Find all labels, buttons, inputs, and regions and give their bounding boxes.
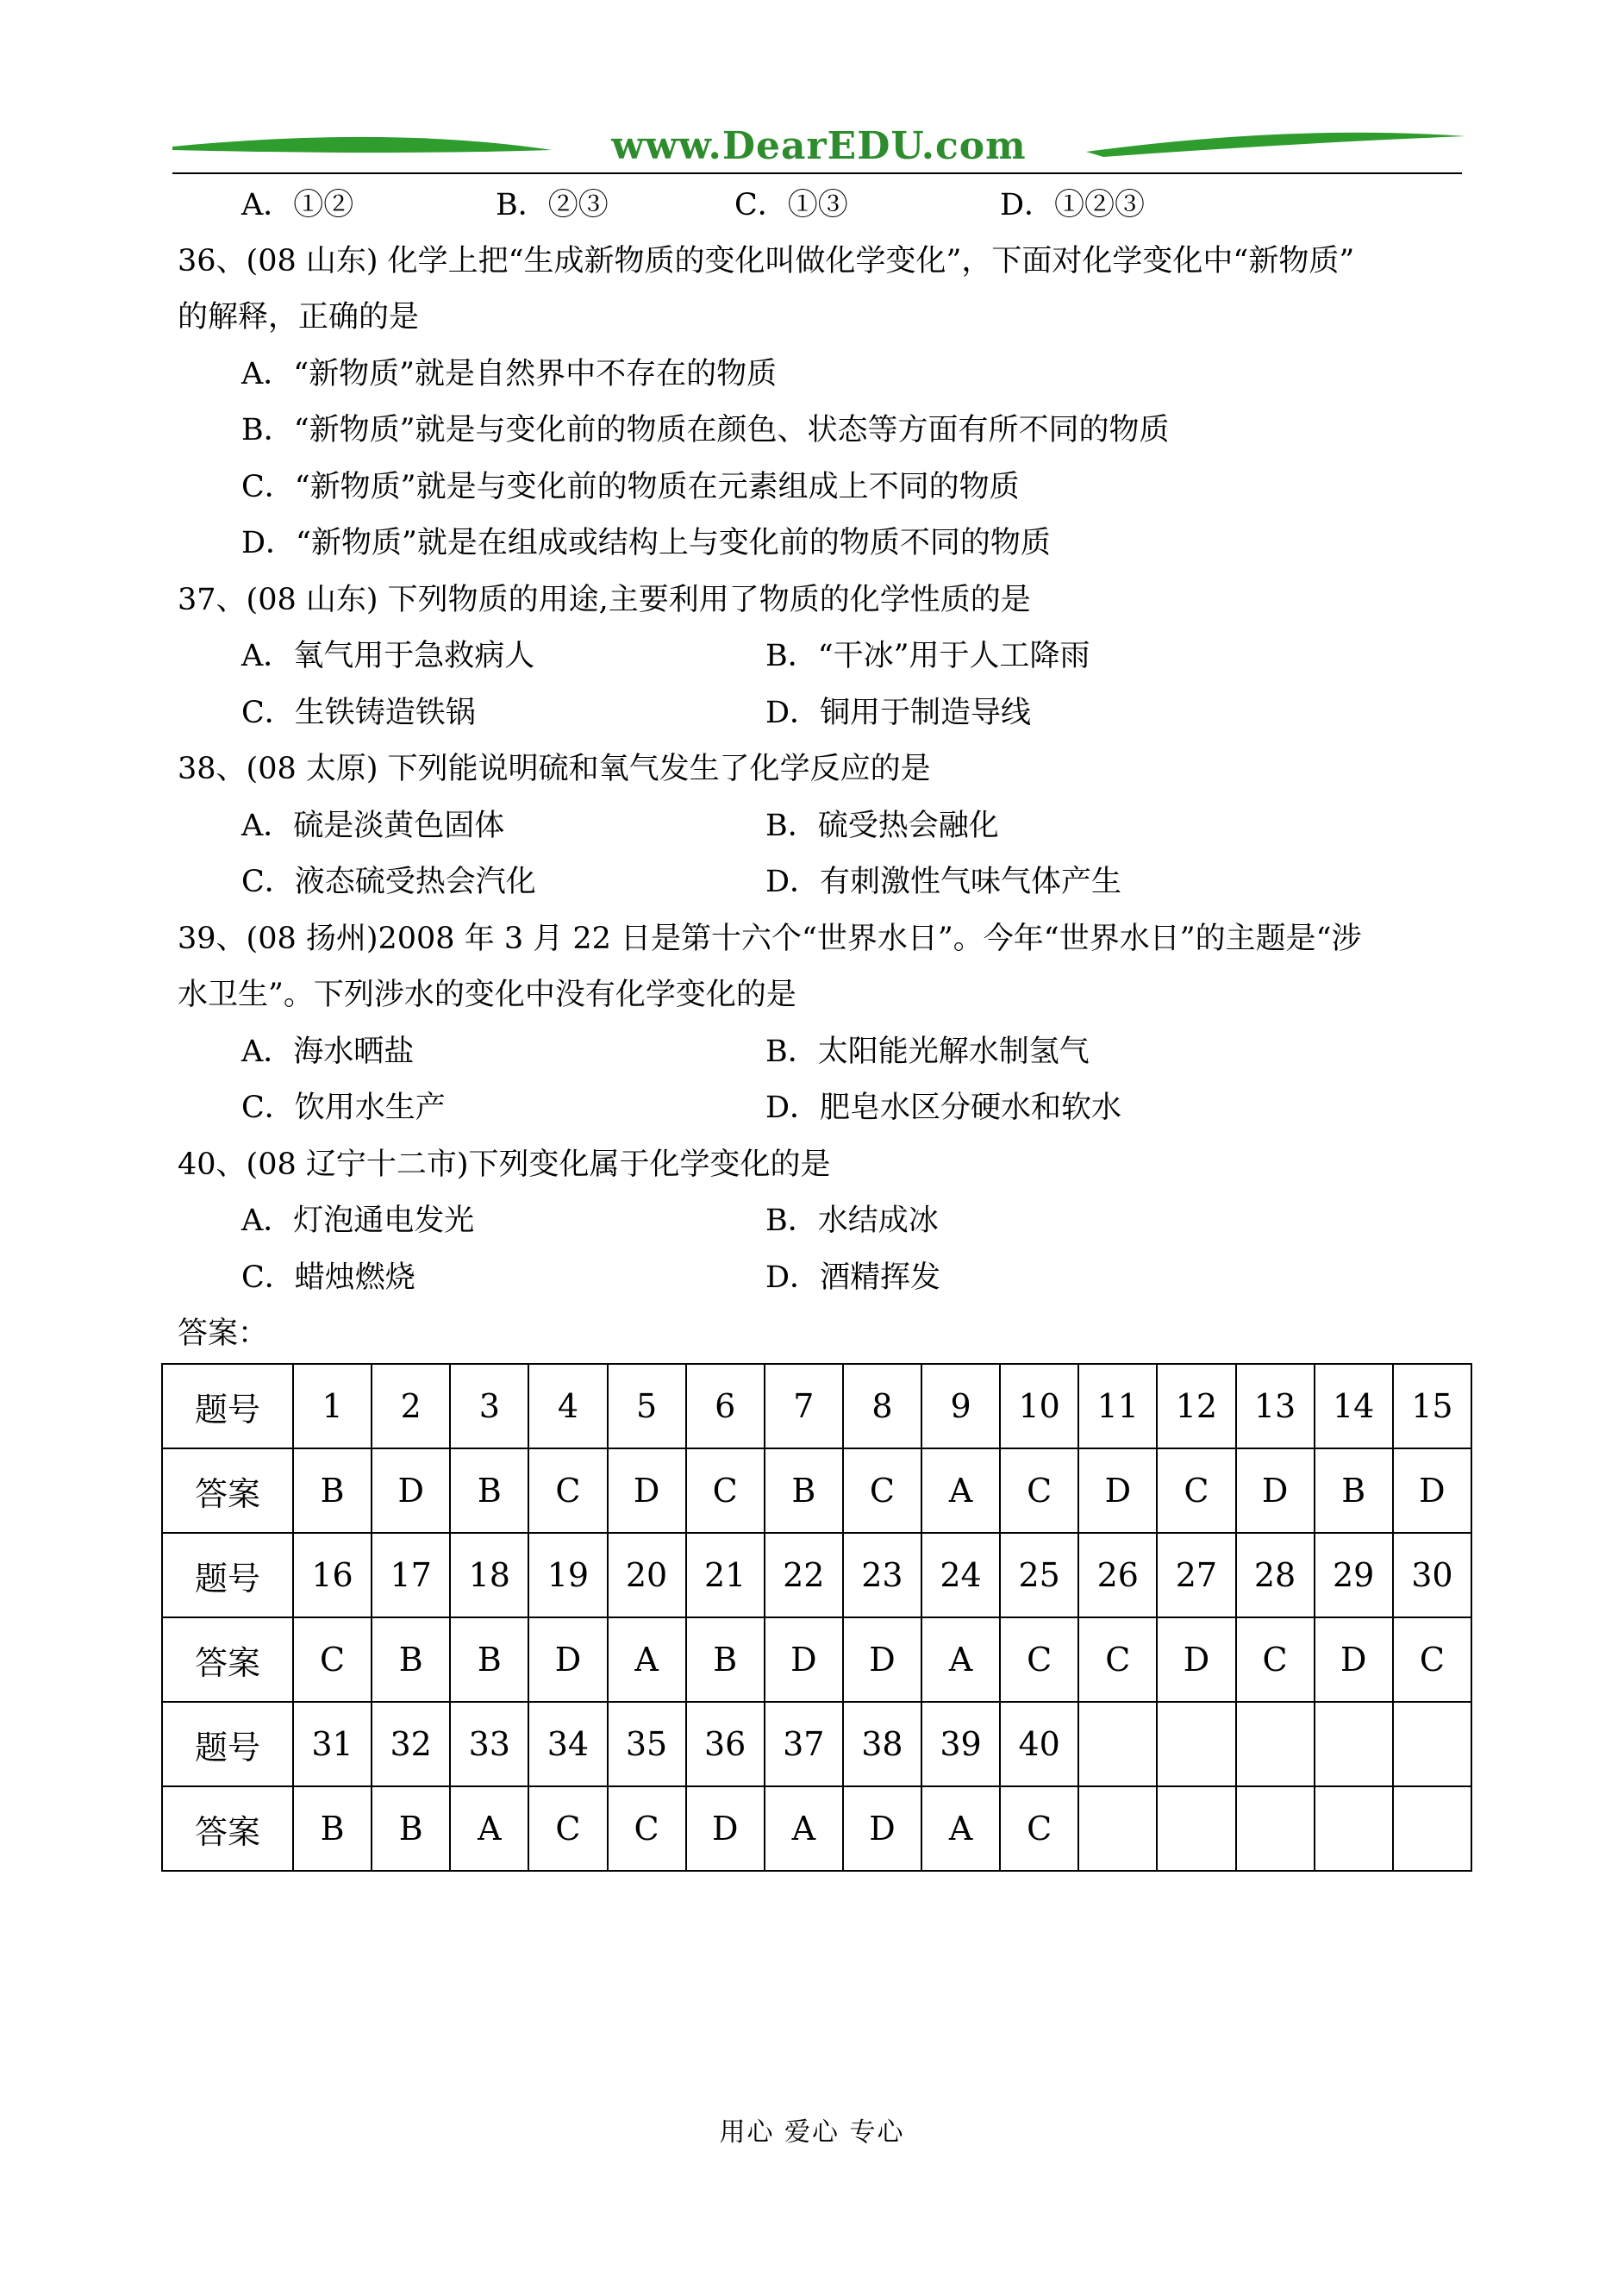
table-cell: C bbox=[1236, 1617, 1315, 1702]
table-cell bbox=[1157, 1702, 1235, 1786]
table-cell: 27 bbox=[1157, 1533, 1235, 1617]
q37-option-c: C．生铁铸造铁锅 bbox=[241, 696, 476, 730]
table-cell: 40 bbox=[1000, 1702, 1078, 1786]
table-cell bbox=[1236, 1702, 1315, 1786]
table-cell bbox=[1157, 1786, 1235, 1871]
table-cell: B bbox=[450, 1617, 528, 1702]
q40-option-a: A．灯泡通电发光 bbox=[241, 1204, 475, 1238]
table-cell: 11 bbox=[1078, 1364, 1157, 1448]
q37-stem: 37、(08 山东) 下列物质的用途,主要利用了物质的化学性质的是 bbox=[178, 583, 1031, 617]
row-header-cell: 答案 bbox=[162, 1786, 293, 1871]
row-header-cell: 答案 bbox=[162, 1448, 293, 1533]
q38-option-a: A．硫是淡黄色固体 bbox=[241, 809, 505, 843]
q39-stem-line2: 水卫生”。下列涉水的变化中没有化学变化的是 bbox=[178, 978, 796, 1012]
table-cell: 6 bbox=[686, 1364, 765, 1448]
table-row bbox=[162, 1617, 1471, 1702]
table-cell: B bbox=[372, 1617, 450, 1702]
table-cell: D bbox=[608, 1448, 686, 1533]
table-cell: 21 bbox=[686, 1533, 765, 1617]
row-header-cell: 答案 bbox=[162, 1617, 293, 1702]
table-cell: C bbox=[1393, 1617, 1471, 1702]
table-cell: D bbox=[1157, 1617, 1235, 1702]
table-cell: C bbox=[293, 1617, 372, 1702]
table-cell: 14 bbox=[1315, 1364, 1393, 1448]
table-cell: 13 bbox=[1236, 1364, 1315, 1448]
table-cell: D bbox=[843, 1786, 921, 1871]
table-cell: 7 bbox=[765, 1364, 843, 1448]
table-cell: 19 bbox=[528, 1533, 607, 1617]
q37-option-b: B．“干冰”用于人工降雨 bbox=[765, 639, 1090, 673]
q39-option-a: A．海水晒盐 bbox=[241, 1035, 415, 1069]
table-cell: 17 bbox=[372, 1533, 450, 1617]
q35-option-a: A．①② bbox=[241, 188, 354, 222]
table-row bbox=[162, 1533, 1471, 1617]
table-cell: D bbox=[1315, 1617, 1393, 1702]
table-cell: D bbox=[843, 1617, 921, 1702]
table-cell: C bbox=[1000, 1448, 1078, 1533]
table-cell: C bbox=[1078, 1617, 1157, 1702]
table-cell: 33 bbox=[450, 1702, 528, 1786]
q38-option-b: B．硫受热会融化 bbox=[765, 809, 999, 843]
table-cell: 4 bbox=[528, 1364, 607, 1448]
q36-stem-line1: 36、(08 山东) 化学上把“生成新物质的变化叫做化学变化”，下面对化学变化中“新物质” bbox=[178, 244, 1355, 278]
table-cell: D bbox=[1078, 1448, 1157, 1533]
q39-option-b: B．太阳能光解水制氢气 bbox=[765, 1035, 1090, 1069]
table-cell: 25 bbox=[1000, 1533, 1078, 1617]
table-cell: 34 bbox=[528, 1702, 607, 1786]
table-cell: D bbox=[1236, 1448, 1315, 1533]
table-cell bbox=[1393, 1702, 1471, 1786]
page-footer: 用心 爱心 专心 bbox=[719, 2117, 905, 2148]
table-cell: 32 bbox=[372, 1702, 450, 1786]
table-cell: 9 bbox=[921, 1364, 1000, 1448]
table-row bbox=[162, 1448, 1471, 1533]
q40-option-b: B．水结成冰 bbox=[765, 1204, 939, 1238]
table-cell bbox=[1315, 1702, 1393, 1786]
table-cell: 2 bbox=[372, 1364, 450, 1448]
q40-stem: 40、(08 辽宁十二市)下列变化属于化学变化的是 bbox=[178, 1148, 831, 1182]
table-cell: A bbox=[921, 1448, 1000, 1533]
row-header-cell: 题号 bbox=[162, 1702, 293, 1786]
table-row bbox=[162, 1786, 1471, 1871]
table-cell: 15 bbox=[1393, 1364, 1471, 1448]
table-cell: 8 bbox=[843, 1364, 921, 1448]
answers-label: 答案： bbox=[178, 1316, 269, 1351]
table-cell: C bbox=[528, 1786, 607, 1871]
row-header-cell: 题号 bbox=[162, 1364, 293, 1448]
table-cell: A bbox=[921, 1786, 1000, 1871]
header-divider bbox=[172, 172, 1462, 174]
table-cell: A bbox=[921, 1617, 1000, 1702]
table-cell: B bbox=[293, 1448, 372, 1533]
q36-option-c: C．“新物质”就是与变化前的物质在元素组成上不同的物质 bbox=[241, 470, 1020, 504]
table-cell: 10 bbox=[1000, 1364, 1078, 1448]
site-name: www.DearEDU.com bbox=[611, 124, 1027, 168]
table-cell bbox=[1393, 1786, 1471, 1871]
table-cell: 3 bbox=[450, 1364, 528, 1448]
table-cell: 37 bbox=[765, 1702, 843, 1786]
table-cell: 36 bbox=[686, 1702, 765, 1786]
q35-option-c: C．①③ bbox=[734, 188, 848, 222]
table-cell: 31 bbox=[293, 1702, 372, 1786]
table-cell: C bbox=[608, 1786, 686, 1871]
table-cell: D bbox=[1393, 1448, 1471, 1533]
q37-option-a: A．氧气用于急救病人 bbox=[241, 639, 535, 673]
table-cell: C bbox=[686, 1448, 765, 1533]
row-header-cell: 题号 bbox=[162, 1533, 293, 1617]
q35-option-d: D．①②③ bbox=[1000, 188, 1146, 222]
table-cell: 39 bbox=[921, 1702, 1000, 1786]
table-cell: 12 bbox=[1157, 1364, 1235, 1448]
table-cell: C bbox=[1000, 1786, 1078, 1871]
table-cell: 1 bbox=[293, 1364, 372, 1448]
table-cell: A bbox=[765, 1786, 843, 1871]
table-cell: B bbox=[686, 1617, 765, 1702]
table-cell: D bbox=[528, 1617, 607, 1702]
table-cell bbox=[1236, 1786, 1315, 1871]
q36-option-a: A．“新物质”就是自然界中不存在的物质 bbox=[241, 357, 778, 391]
q40-option-c: C．蜡烛燃烧 bbox=[241, 1260, 415, 1295]
table-cell: D bbox=[372, 1448, 450, 1533]
q37-option-d: D．铜用于制造导线 bbox=[765, 696, 1032, 730]
table-cell: B bbox=[372, 1786, 450, 1871]
q39-option-d: D．肥皂水区分硬水和软水 bbox=[765, 1091, 1122, 1125]
table-cell: D bbox=[686, 1786, 765, 1871]
q38-stem: 38、(08 太原) 下列能说明硫和氧气发生了化学反应的是 bbox=[178, 752, 931, 786]
table-cell: 35 bbox=[608, 1702, 686, 1786]
q40-option-d: D．酒精挥发 bbox=[765, 1260, 941, 1295]
table-cell: 26 bbox=[1078, 1533, 1157, 1617]
table-cell: D bbox=[765, 1617, 843, 1702]
table-cell: A bbox=[608, 1617, 686, 1702]
q39-stem-line1: 39、(08 扬州)2008 年 3 月 22 日是第十六个“世界水日”。今年“世界水日”的主题是“涉 bbox=[178, 922, 1362, 956]
table-cell: C bbox=[843, 1448, 921, 1533]
q36-option-d: D．“新物质”就是在组成或结构上与变化前的物质不同的物质 bbox=[241, 526, 1051, 560]
table-row bbox=[162, 1702, 1471, 1786]
table-cell bbox=[1078, 1786, 1157, 1871]
table-cell: 23 bbox=[843, 1533, 921, 1617]
table-cell: C bbox=[1157, 1448, 1235, 1533]
table-cell: 18 bbox=[450, 1533, 528, 1617]
table-cell: 20 bbox=[608, 1533, 686, 1617]
table-cell: C bbox=[528, 1448, 607, 1533]
q36-option-b: B．“新物质”就是与变化前的物质在颜色、状态等方面有所不同的物质 bbox=[241, 413, 1170, 447]
table-cell bbox=[1078, 1702, 1157, 1786]
table-cell: B bbox=[1315, 1448, 1393, 1533]
table-cell: 38 bbox=[843, 1702, 921, 1786]
answers-table bbox=[161, 1363, 1472, 1872]
table-cell: B bbox=[765, 1448, 843, 1533]
q38-option-c: C．液态硫受热会汽化 bbox=[241, 865, 536, 899]
table-cell: C bbox=[1000, 1617, 1078, 1702]
table-row bbox=[162, 1364, 1471, 1448]
table-cell: 16 bbox=[293, 1533, 372, 1617]
q38-option-d: D．有刺激性气味气体产生 bbox=[765, 865, 1122, 899]
site-header-banner bbox=[172, 121, 1465, 174]
table-cell: B bbox=[450, 1448, 528, 1533]
q35-option-b: B．②③ bbox=[496, 188, 609, 222]
table-cell: 29 bbox=[1315, 1533, 1393, 1617]
table-cell bbox=[1315, 1786, 1393, 1871]
q36-stem-line2: 的解释，正确的是 bbox=[178, 300, 420, 335]
table-cell: 24 bbox=[921, 1533, 1000, 1617]
table-cell: 28 bbox=[1236, 1533, 1315, 1617]
table-cell: A bbox=[450, 1786, 528, 1871]
table-cell: 5 bbox=[608, 1364, 686, 1448]
q39-option-c: C．饮用水生产 bbox=[241, 1091, 446, 1125]
table-cell: B bbox=[293, 1786, 372, 1871]
table-cell: 22 bbox=[765, 1533, 843, 1617]
table-cell: 30 bbox=[1393, 1533, 1471, 1617]
